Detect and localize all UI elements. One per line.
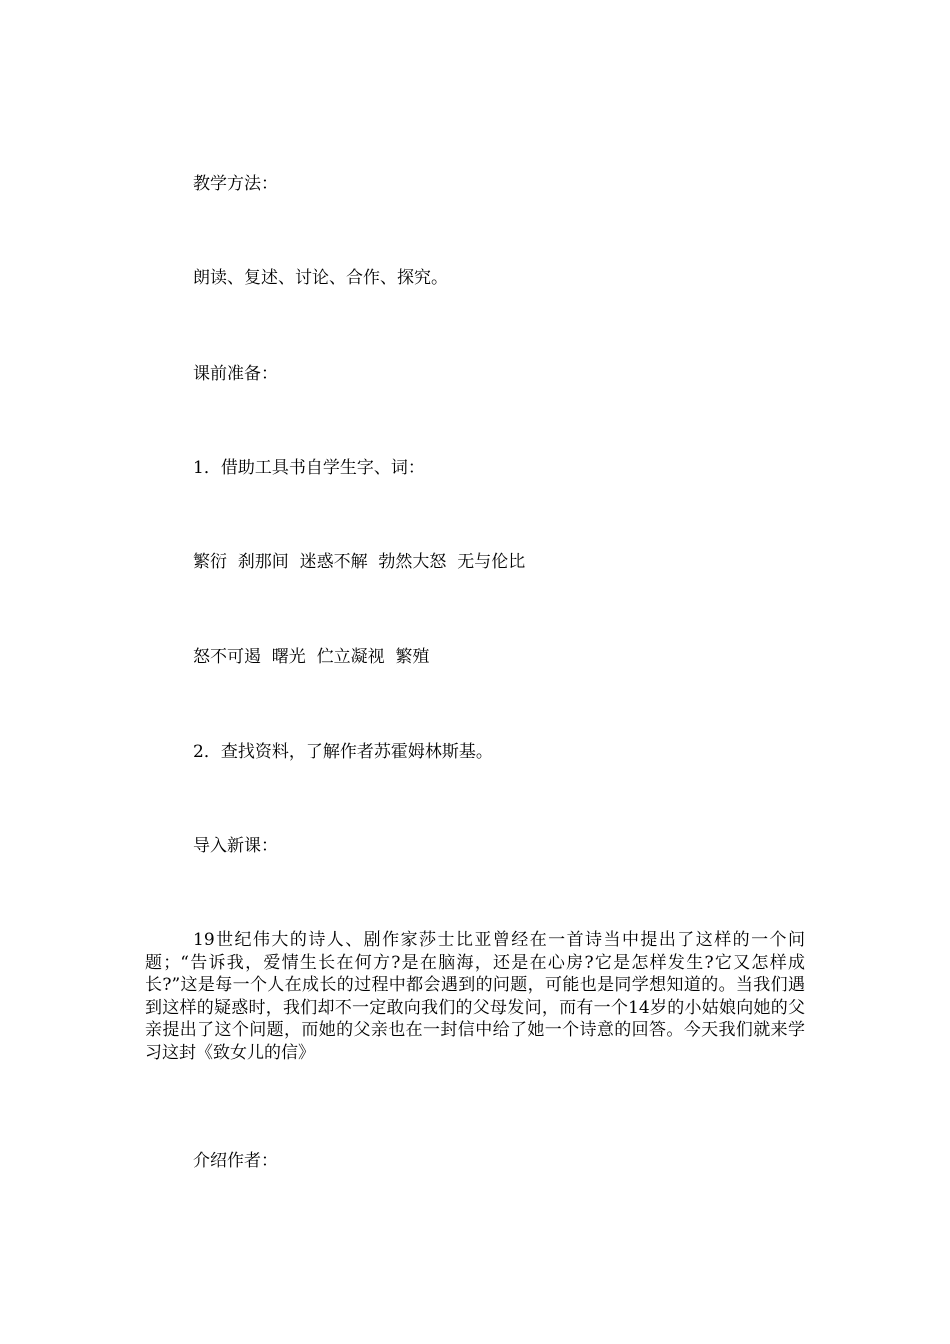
- preparation-item-1: 1．借助工具书自学生字、词：: [193, 458, 425, 478]
- preparation-item-2: 2．查找资料，了解作者苏霍姆林斯基。: [193, 742, 493, 762]
- heading-intro: 导入新课：: [193, 836, 278, 856]
- teaching-methods-text: 朗读、复述、讨论、合作、探究。: [193, 268, 448, 288]
- vocabulary-line-1: 繁衍 刹那间 迷惑不解 勃然大怒 无与伦比: [193, 552, 526, 572]
- intro-paragraph: 19世纪伟大的诗人、剧作家莎士比亚曾经在一首诗当中提出了这样的一个问题；“告诉我，爱情生长在何方?是在脑海，还是在心房?它是怎样发生?它又怎样成长?”这是每一个人在成长的过程中都会遇到的问题，可能也是同学想知道的。当我们遇到这样的疑惑时，我们却不一定敢向我们的父母发问，而有一个14岁的小姑娘向她的父亲提出了这个问题，而她的父亲也在一封信中给了她一个诗意的回答。今天我们就来学习这封《致女儿的信》: [145, 930, 805, 1063]
- heading-author: 介绍作者：: [193, 1151, 278, 1171]
- heading-preparation: 课前准备：: [193, 364, 278, 384]
- heading-teaching-method: 教学方法：: [193, 174, 278, 194]
- vocabulary-line-2: 怒不可遏 曙光 伫立凝视 繁殖: [193, 647, 430, 667]
